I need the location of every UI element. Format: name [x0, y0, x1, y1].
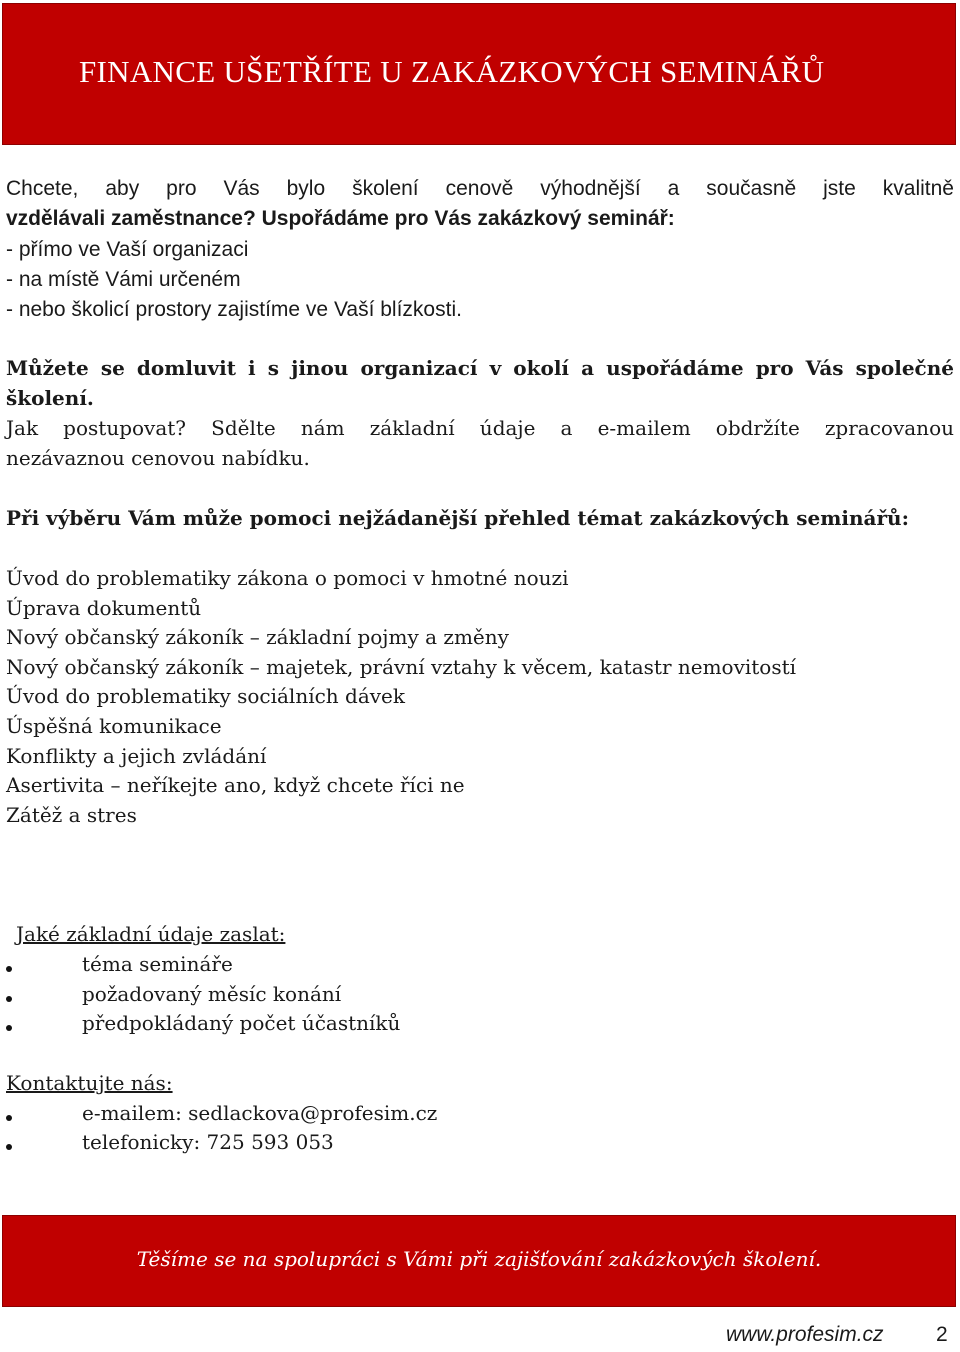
intro-line-1: Chcete, aby pro Vás bylo školení cenově výhodnější a současně jste kvalitně — [6, 177, 954, 200]
footer-banner — [2, 1215, 956, 1307]
topic-item: Asertivita – neříkejte ano, když chcete říci ne — [6, 773, 465, 797]
closing-message: Těšíme se na spolupráci s Vámi při zajišťování zakázkových školení. — [136, 1247, 822, 1271]
howto-line-2: nezávaznou cenovou nabídku. — [6, 446, 310, 470]
bullet-icon — [6, 1025, 12, 1031]
intro-bullet: - přímo ve Vaší organizaci — [6, 238, 249, 261]
requirements-heading: Jaké základní údaje zaslat: — [16, 922, 286, 946]
topic-item: Úspěšná komunikace — [6, 714, 222, 738]
intro-bullet: - nebo školicí prostory zajistíme ve Vaší blízkosti. — [6, 298, 462, 321]
requirement-item: požadovaný měsíc konání — [82, 982, 342, 1006]
requirement-item: předpokládaný počet účastníků — [82, 1011, 401, 1035]
topic-item: Úprava dokumentů — [6, 596, 202, 620]
contact-email[interactable]: e-mailem: sedlackova@profesim.cz — [82, 1101, 438, 1125]
contact-phone[interactable]: telefonicky: 725 593 053 — [82, 1130, 334, 1154]
intro-line-2: vzdělávali zaměstnance? Uspořádáme pro Vás zakázkový seminář: — [6, 207, 675, 230]
cooperation-line-2: školení. — [6, 386, 94, 410]
footer-url-link[interactable]: www.profesim.cz — [726, 1323, 884, 1346]
requirement-item: téma semináře — [82, 952, 233, 976]
topic-item: Zátěž a stres — [6, 803, 137, 827]
intro-bullet: - na místě Vámi určeném — [6, 268, 241, 291]
topics-heading: Při výběru Vám může pomoci nejžádanější přehled témat zakázkových seminářů: — [6, 506, 909, 530]
bullet-icon — [6, 996, 12, 1002]
topic-item: Konflikty a jejich zvládání — [6, 744, 267, 768]
bullet-icon — [6, 1144, 12, 1150]
contact-heading: Kontaktujte nás: — [6, 1071, 173, 1095]
topic-item: Úvod do problematiky zákona o pomoci v hmotné nouzi — [6, 566, 569, 590]
topic-item: Nový občanský zákoník – majetek, právní vztahy k věcem, katastr nemovitostí — [6, 655, 797, 679]
bullet-icon — [6, 966, 12, 972]
howto-line-1: Jak postupovat? Sdělte nám základní údaje a e-mailem obdržíte zpracovanou — [6, 416, 954, 440]
page-number: 2 — [936, 1323, 948, 1346]
bullet-icon — [6, 1115, 12, 1121]
topic-item: Úvod do problematiky sociálních dávek — [6, 684, 406, 708]
topic-item: Nový občanský zákoník – základní pojmy a změny — [6, 625, 509, 649]
cooperation-line-1: Můžete se domluvit i s jinou organizací v okolí a uspořádáme pro Vás společné — [6, 356, 954, 380]
page-title: FINANCE UŠETŘÍTE U ZAKÁZKOVÝCH SEMINÁŘŮ — [79, 54, 825, 89]
header-banner — [2, 3, 956, 145]
